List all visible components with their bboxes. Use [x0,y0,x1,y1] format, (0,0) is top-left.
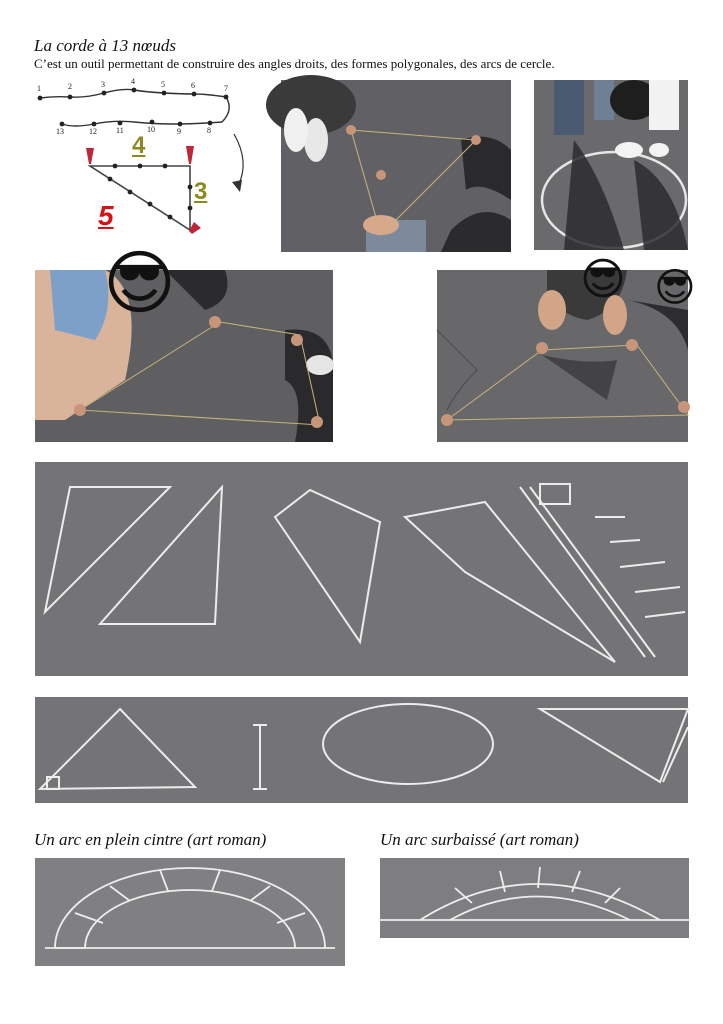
caption-arc-plein-cintre: Un arc en plein cintre (art roman) [34,830,267,849]
knot-label: 8 [207,126,211,135]
knot-label: 11 [116,126,124,135]
page-title: La corde à 13 nœuds [34,36,176,55]
photo-chalk-polygons [35,462,688,676]
page-subtitle: C’est un outil permettant de construire des angles droits, des formes polygonales, des arcs de cercle. [34,56,555,71]
knot-label: 6 [191,81,195,90]
photo-rope-triangle-left [35,242,333,442]
sunglasses-emoji: 😎 [580,254,626,305]
photo-rope-triangle-top [281,80,511,252]
knot-label: 4 [131,77,135,86]
caption-arc-surbaisse: Un arc surbaissé (art roman) [380,830,579,849]
photo-arc-plein-cintre [35,858,345,966]
knot-label: 3 [101,80,105,89]
knot-label: 2 [68,82,72,91]
photo-chalk-circle [534,80,688,250]
sunglasses-emoji: 😎 [654,265,696,311]
side-label-4: 4 [132,132,146,159]
knot-label: 9 [177,127,181,136]
knot-label: 13 [56,127,64,136]
side-label-3: 3 [194,178,208,205]
photo-arc-surbaisse [380,858,689,938]
side-label-5: 5 [98,200,114,231]
knot-label: 10 [147,125,155,134]
sunglasses-emoji: 😎 [103,242,176,324]
photo-rope-triangle-right [437,254,696,442]
knot-label: 5 [161,80,165,89]
knot-label: 1 [37,84,41,93]
knot-label: 7 [224,84,228,93]
knot-label: 12 [89,127,97,136]
photo-chalk-shapes [35,697,688,803]
rope-diagram [34,77,254,252]
